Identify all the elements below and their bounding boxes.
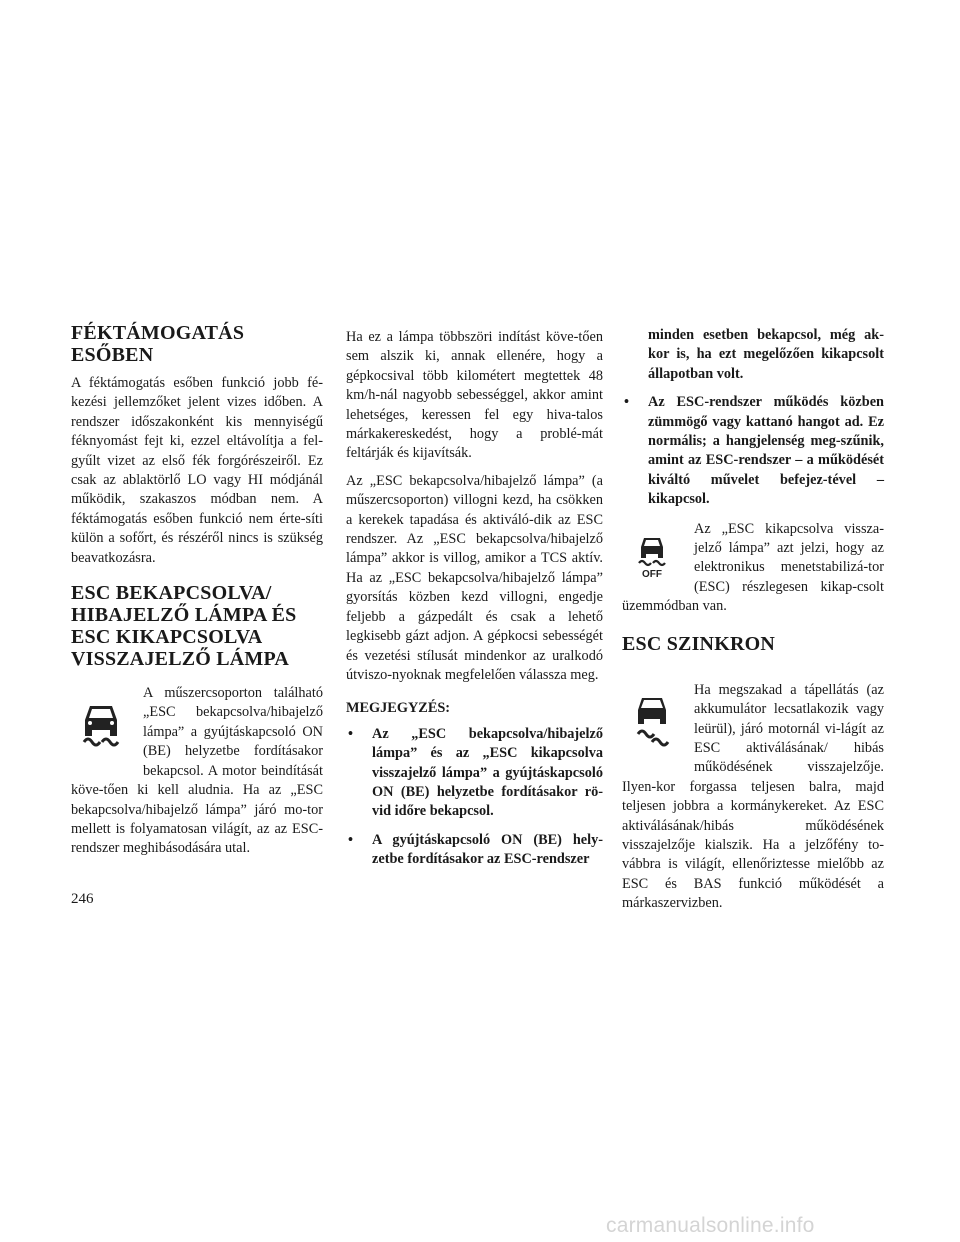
column-1 xyxy=(71,322,323,867)
note-list xyxy=(346,725,603,870)
paragraph-lamp-flashing: Az „ESC bekapcsolva/hibajelző lámpa” (a műszercsoporton) villogni kezd, ha csökken a kerekek tapadása és aktiváló-dik az ESC rendszer. Az „ESC bekapcsolva/hibajelző lámpa” akkor is villog, amikor a TCS aktív. Ha az „ESC bekapcsolva/hibajelző lámpa” gyorsítás közben kezd villogni, engedje feljebb a gázpedált és csak a lehető legkisebb gázt adjon. A gépkocsi sebességét és vezetési stílusát mindenkor az uralkodó útviszo-nyoknak megfelelően válassza meg. xyxy=(346,472,603,683)
list-item: • Az ESC-rendszer működés közben zümmögő vagy kattanó hangot ad. Ez normális; a hangjelenség meg-szűnik, amint az ESC-rendszer – a működését kiváltó művelet befejez-tével – kikapcsol. xyxy=(624,394,884,508)
esc-off-icon xyxy=(622,520,682,594)
list-item: • Az „ESC bekapcsolva/hibajelző lámpa” és az „ESC kikapcsolva visszajelző lámpa” a gyújtáskapcsoló ON (BE) helyzetbe fordításakor rö-vid időre bekapcsol. xyxy=(348,725,603,820)
column-2 xyxy=(346,328,603,879)
esc-on-block xyxy=(71,684,323,859)
paragraph-esc-sync: Ha megszakad a tápellátás (az akkumulátor lecsatlakozik vagy leürül), járó motornál vi-lágít az ESC aktiválásának/ hibás működésének visszajelzője. Ilyen-kor forgassa teljesen balra, majd teljesen jobbra a kormánykereket. Az ESC aktiválásának/hibás működésének visszajelzője kialszik. Ha a jelzőfény to-vábbra is világít, ellenőriztesse mielőbb az ESC és BAS funkció működését a márkaszervizben. xyxy=(622,681,884,912)
heading-rain-brake-support: FÉKTÁMOGATÁS ESŐBEN xyxy=(71,322,245,366)
off-label: OFF xyxy=(642,568,662,579)
paragraph-lamp-stays-on: Ha ez a lámpa többszöri indítást köve-tően sem alszik ki, annak ellenére, hogy a gépkocsival több kilométert megtettek 48 km/h-nál nagyobb sebességgel, akkor amint lehetséges, keressen fel egy hiva-talos márkakereskedést, hogy a problé-mát feltárják és kijavítsák. xyxy=(346,329,603,462)
paragraph-rain-brake-support: A féktámogatás esőben funkció jobb fé-kezési jellemzőket jelent vizes időben. A rendszer időszakonként kis mennyiségű féknyomást fejt ki, ezzel eltávolítja a fel-gyűlt vizet az első fék forgórészeiről. Ez csak az ablaktörlő LO vagy HI módjánál működik, szakaszos módban nem. A féktámogatás esőben funkció nem érte-síti külön a sofőrt, és részéről nincs is szükség beavatkozásra. xyxy=(71,375,323,566)
heading-esc-sync: ESC SZINKRON xyxy=(622,632,775,655)
paragraph-esc-off-lamp: Az „ESC kikapcsolva vissza-jelző lámpa” azt jelzi, hogy az elektronikus menetstabilizá-tor (ESC) részlegesen kikap-csolt üzemmódban van. xyxy=(622,520,884,615)
esc-activation-icon xyxy=(71,684,131,762)
note-list-continued xyxy=(622,393,884,509)
list-item-continuation: minden esetben bekapcsol, még ak-kor is, ha ezt megelőzően kikapcsolt állapotban volt. xyxy=(648,327,884,382)
esc-sync-block xyxy=(622,681,884,914)
note-heading: MEGJEGYZÉS: xyxy=(346,700,451,717)
list-item: • A gyújtáskapcsoló ON (BE) hely-zetbe fordításakor az ESC-rendszer xyxy=(348,831,603,868)
page-number: 246 xyxy=(71,891,94,907)
watermark: carmanualsonline.info xyxy=(606,1214,815,1237)
heading-esc-lamps: ESC BEKAPCSOLVA/ HIBAJELZŐ LÁMPA ÉS ESC KIKAPCSOLVA VISSZAJELZŐ LÁMPA xyxy=(71,582,297,671)
paragraph-esc-on-lamp: A műszercsoporton található „ESC bekapcsolva/hibajelző lámpa” a gyújtáskapcsoló ON (BE) helyzetbe fordításakor bekapcsol. A motor beindítását köve-tően ki kell aludnia. Ha az „ESC bekapcsolva/hibajelző lámpa” járó mo-tor mellett is folyamatosan világít, az az ESC-rendszer meghibásodására utal. xyxy=(71,685,323,857)
esc-off-block xyxy=(622,520,884,617)
esc-activation-icon xyxy=(622,681,682,761)
column-3 xyxy=(622,326,884,922)
